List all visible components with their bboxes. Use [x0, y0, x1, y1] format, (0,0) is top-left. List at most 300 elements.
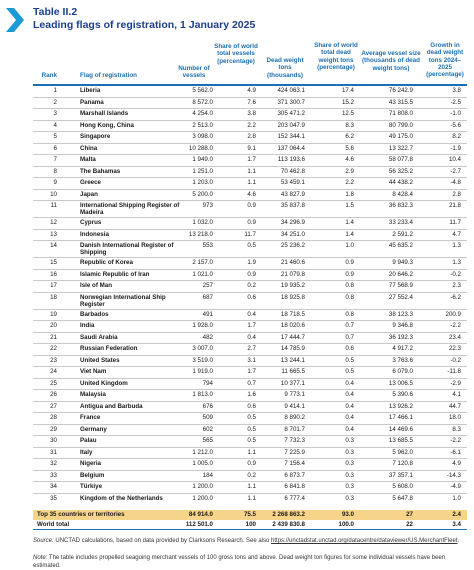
row-vessels: 794	[202, 379, 213, 387]
row-vessels: 1 005.0	[192, 460, 213, 467]
row-flag: Nigeria	[80, 460, 101, 467]
row-avg-size: 56 325.2	[388, 167, 413, 175]
note-text: The table includes propelled seagoing merchant vessels of 100 gross tons and above. Dead weight ton figures for some individual vessels have been estimated.	[33, 555, 446, 569]
row-avg-size: 27 552.4	[388, 293, 413, 301]
total-share-vessels: 75.5	[243, 511, 256, 518]
row-avg-size: 17 466.1	[388, 414, 413, 421]
row-dwt: 14 785.9	[280, 345, 305, 352]
row-share-dwt: 1.4	[345, 219, 354, 226]
row-vessels: 13 218.0	[188, 230, 213, 238]
row-flag: Danish International Register of Shipping	[80, 242, 174, 257]
table-row	[33, 332, 467, 344]
row-share-vessels: 0.5	[247, 242, 256, 250]
row-share-vessels: 11.7	[244, 230, 256, 238]
row-rank: 19	[50, 310, 57, 318]
row-dwt: 152 344.1	[277, 133, 305, 140]
row-share-vessels: 0.5	[247, 437, 256, 444]
row-vessels: 565	[202, 437, 213, 444]
row-flag: China	[80, 144, 98, 152]
row-flag: Greece	[80, 179, 101, 186]
source-label: Source:	[33, 538, 54, 544]
row-share-dwt: 0.5	[345, 356, 354, 364]
row-growth: -2.7	[450, 167, 461, 175]
row-share-vessels: 1.1	[247, 494, 256, 502]
row-dwt: 53 459.1	[280, 179, 305, 186]
row-rank: 23	[50, 356, 57, 364]
chevron-logo-icon	[6, 8, 24, 32]
row-share-vessels: 0.9	[247, 202, 256, 210]
row-share-vessels: 1.1	[247, 179, 256, 186]
table-row	[33, 493, 467, 505]
row-dwt: 8 701.7	[284, 425, 305, 433]
table-row	[33, 447, 467, 459]
table-row	[33, 177, 467, 189]
row-rank: 13	[50, 230, 57, 238]
row-avg-size: 6 079.0	[392, 368, 413, 375]
row-flag: Panama	[80, 98, 104, 106]
row-rank: 32	[50, 460, 57, 467]
row-share-dwt: 2.9	[345, 167, 354, 175]
total-avg: 22	[406, 520, 413, 528]
row-share-vessels: 1.1	[247, 483, 256, 490]
row-share-dwt: 5.6	[345, 144, 354, 152]
row-vessels: 2 157.0	[192, 259, 213, 266]
header-share-dwt: Share of world total dead weight tons (percentage)	[314, 42, 358, 71]
row-vessels: 3 098.0	[192, 133, 213, 140]
row-flag: Republic of Korea	[80, 259, 133, 266]
row-rank: 7	[53, 156, 57, 163]
note-label: Note:	[33, 555, 48, 561]
row-growth: 44.7	[448, 402, 461, 410]
row-rank: 24	[50, 368, 57, 375]
table-totals	[33, 510, 467, 530]
row-share-vessels: 9.1	[247, 144, 256, 152]
row-vessels: 1 919.0	[192, 368, 213, 375]
row-avg-size: 8 428.4	[392, 190, 413, 198]
row-flag: Isle of Man	[80, 282, 112, 289]
total-share-vessels: 100	[245, 520, 256, 528]
row-avg-size: 2 591.2	[392, 230, 413, 238]
row-vessels: 687	[202, 293, 213, 301]
row-share-dwt: 0.3	[345, 471, 354, 479]
row-dwt: 6 841.8	[284, 483, 305, 490]
row-share-dwt: 0.8	[345, 282, 354, 289]
row-share-vessels: 0.6	[247, 293, 256, 301]
row-vessels: 602	[202, 425, 213, 433]
row-growth: 22.3	[448, 345, 461, 352]
row-avg-size: 13 685.5	[388, 437, 413, 444]
table-row	[33, 435, 467, 447]
table-row	[33, 343, 467, 355]
row-growth: 4.1	[452, 391, 461, 398]
row-share-vessels: 0.7	[247, 379, 256, 387]
row-flag: France	[80, 414, 101, 421]
row-avg-size: 36 832.3	[388, 202, 413, 210]
total-dwt: 2 439 830.8	[272, 520, 305, 528]
table-row	[33, 309, 467, 321]
row-dwt: 203 047.9	[277, 121, 305, 129]
source-end: .	[457, 538, 460, 544]
row-growth: -11.8	[447, 368, 461, 375]
row-avg-size: 76 242.9	[388, 87, 413, 94]
row-flag: Liberia	[80, 87, 101, 94]
row-vessels: 3 519.0	[192, 356, 213, 364]
header-share-vessels: Share of world total vessels (percentage)	[214, 43, 258, 65]
row-share-vessels: 0.4	[247, 310, 256, 318]
row-dwt: 17 444.7	[280, 333, 305, 341]
table-note	[33, 555, 467, 570]
total-growth: 3.4	[452, 520, 461, 528]
row-avg-size: 5 608.0	[392, 483, 413, 490]
table-row	[33, 189, 467, 201]
row-rank: 5	[53, 133, 57, 140]
table-row	[33, 292, 467, 309]
row-share-vessels: 1.6	[247, 391, 256, 398]
row-avg-size: 4 917.2	[392, 345, 413, 352]
row-dwt: 43 827.9	[280, 190, 305, 198]
row-growth: -1.9	[450, 144, 461, 152]
row-growth: 3.8	[452, 87, 461, 94]
row-flag: Hong Kong, China	[80, 121, 134, 129]
row-growth: 4.7	[452, 230, 461, 238]
row-dwt: 35 837.8	[280, 202, 305, 210]
row-flag: Germany	[80, 425, 107, 433]
row-avg-size: 44 438.2	[388, 179, 413, 186]
row-vessels: 553	[202, 242, 213, 250]
total-growth: 2.4	[452, 511, 461, 518]
row-flag: The Bahamas	[80, 167, 121, 175]
row-vessels: 676	[202, 402, 213, 410]
row-dwt: 21 079.8	[280, 270, 305, 278]
row-share-vessels: 0.6	[247, 402, 256, 410]
table-row	[33, 257, 467, 269]
row-dwt: 113 193.6	[277, 156, 305, 163]
row-flag: Viet Nam	[80, 368, 107, 375]
total-share-dwt: 100.0	[338, 520, 354, 528]
row-rank: 2	[53, 98, 57, 106]
row-vessels: 1 813.0	[192, 391, 213, 398]
table-row	[33, 458, 467, 470]
total-vessels: 84 914.0	[188, 511, 213, 518]
row-avg-size: 5 962.0	[392, 448, 413, 456]
row-avg-size: 37 357.1	[388, 471, 413, 479]
row-avg-size: 58 077.8	[388, 156, 413, 163]
table-row	[33, 143, 467, 155]
row-vessels: 1 251.0	[192, 167, 213, 175]
row-share-dwt: 1.5	[345, 202, 354, 210]
row-avg-size: 77 568.9	[388, 282, 413, 289]
row-vessels: 482	[202, 333, 213, 341]
row-rank: 20	[50, 322, 57, 329]
table-row	[33, 378, 467, 390]
table-row	[33, 217, 467, 229]
row-share-vessels: 0.2	[247, 282, 256, 289]
row-avg-size: 45 635.2	[388, 242, 413, 250]
row-rank: 33	[50, 471, 57, 479]
row-dwt: 10 377.1	[280, 379, 305, 387]
row-flag: India	[80, 322, 95, 329]
row-dwt: 18 718.5	[280, 310, 305, 318]
table-row	[33, 481, 467, 493]
header-rank: Rank	[41, 72, 57, 79]
row-vessels: 1 032.0	[192, 219, 213, 226]
row-share-dwt: 0.6	[345, 345, 354, 352]
row-rank: 25	[50, 379, 57, 387]
row-share-vessels: 0.9	[247, 219, 256, 226]
row-vessels: 4 254.0	[192, 110, 213, 117]
row-share-dwt: 12.5	[341, 110, 354, 117]
row-vessels: 1 200.0	[192, 483, 213, 490]
row-growth: 2.8	[452, 190, 461, 198]
row-share-dwt: 0.9	[345, 270, 354, 278]
row-avg-size: 14 469.6	[388, 425, 413, 433]
row-vessels: 5 200.0	[192, 190, 213, 198]
table-row	[33, 200, 467, 217]
row-share-dwt: 0.4	[345, 425, 354, 433]
row-vessels: 509	[202, 414, 213, 421]
table-body	[33, 86, 467, 504]
table-row	[33, 269, 467, 281]
row-vessels: 491	[202, 310, 213, 318]
row-flag: Türkiye	[80, 483, 103, 490]
row-share-vessels: 4.9	[247, 87, 256, 94]
row-growth: -1.0	[450, 110, 461, 117]
source-link[interactable]: https://unctadstat.unctad.org/datacentre/dataviewer/US.MerchantFleet	[271, 538, 458, 544]
row-rank: 27	[50, 402, 57, 410]
row-flag: Kingdom of the Netherlands	[80, 494, 163, 502]
row-flag: Malta	[80, 156, 96, 163]
row-rank: 18	[50, 293, 57, 301]
row-avg-size: 43 315.5	[388, 98, 413, 106]
row-avg-size: 71 808.0	[388, 110, 413, 117]
row-growth: 18.0	[448, 414, 461, 421]
header-avg-size: Average vessel size (thousands of dead weight tons)	[361, 50, 421, 72]
row-rank: 22	[50, 345, 57, 352]
row-dwt: 6 777.4	[284, 494, 305, 502]
row-vessels: 1 928.0	[192, 322, 213, 329]
table-row	[33, 470, 467, 482]
row-rank: 28	[50, 414, 57, 421]
row-share-dwt: 0.5	[345, 368, 354, 375]
row-flag: Malaysia	[80, 391, 106, 398]
table-row	[33, 131, 467, 143]
row-avg-size: 9 346.8	[392, 322, 413, 329]
row-dwt: 8 890.2	[284, 414, 305, 421]
row-growth: -5.6	[450, 121, 461, 129]
table-row	[33, 424, 467, 436]
row-share-dwt: 0.4	[345, 379, 354, 387]
row-vessels: 10 288.0	[188, 144, 213, 152]
row-flag: Palau	[80, 437, 97, 444]
row-share-dwt: 0.4	[345, 414, 354, 421]
header-dwt: Dead weight tons (thousands)	[266, 57, 304, 79]
row-avg-size: 49 175.0	[388, 133, 413, 140]
table-row	[33, 97, 467, 109]
row-dwt: 18 020.6	[280, 322, 305, 329]
header-growth: Growth in dead weight tons 2024–2025 (percentage)	[426, 42, 464, 79]
row-vessels: 3 007.0	[192, 345, 213, 352]
row-growth: -6.2	[450, 293, 461, 301]
row-vessels: 5 562.0	[192, 87, 213, 94]
row-dwt: 21 460.6	[280, 259, 305, 266]
source-text: UNCTAD calculations, based on data provided by Clarksons Research. See also	[55, 538, 272, 544]
row-share-dwt: 0.9	[345, 259, 354, 266]
row-share-dwt: 15.2	[341, 98, 354, 106]
row-dwt: 371 300.7	[277, 98, 305, 106]
total-vessels: 112 501.0	[185, 520, 213, 528]
row-flag: Russian Federation	[80, 345, 138, 352]
row-share-dwt: 0.3	[345, 448, 354, 456]
row-rank: 31	[50, 448, 57, 456]
row-share-dwt: 1.0	[345, 242, 354, 250]
row-growth: 11.7	[449, 219, 461, 226]
table-row	[33, 108, 467, 120]
row-share-dwt: 0.8	[345, 310, 354, 318]
row-avg-size: 20 646.2	[388, 270, 413, 278]
row-dwt: 9 414.1	[284, 402, 305, 410]
row-share-vessels: 2.8	[247, 133, 256, 140]
row-vessels: 8 572.0	[192, 98, 213, 106]
row-vessels: 1 021.0	[192, 270, 213, 278]
table-row	[33, 166, 467, 178]
row-share-vessels: 1.1	[247, 167, 256, 175]
row-dwt: 305 471.2	[277, 110, 305, 117]
row-growth: 10.4	[448, 156, 461, 163]
row-avg-size: 9 949.3	[392, 259, 413, 266]
row-vessels: 1 949.0	[192, 156, 213, 163]
row-flag: Singapore	[80, 133, 111, 140]
row-avg-size: 36 192.3	[388, 333, 413, 341]
row-flag: United Kingdom	[80, 379, 128, 387]
row-avg-size: 5 647.8	[392, 494, 413, 502]
row-growth: 4.9	[452, 460, 461, 467]
row-share-dwt: 6.2	[345, 133, 354, 140]
row-share-dwt: 1.8	[345, 190, 354, 198]
row-rank: 9	[53, 179, 57, 186]
row-growth: 8.2	[452, 133, 461, 140]
title-block	[33, 6, 255, 32]
row-vessels: 1 200.0	[192, 494, 213, 502]
row-rank: 21	[50, 333, 57, 341]
table-row	[33, 229, 467, 241]
row-avg-size: 5 390.6	[392, 391, 413, 398]
row-rank: 1	[53, 87, 57, 94]
header-flag: Flag of registration	[80, 72, 138, 79]
row-flag: Saudi Arabia	[80, 333, 118, 341]
row-rank: 11	[50, 202, 57, 210]
row-rank: 35	[50, 494, 57, 502]
table-row	[33, 154, 467, 166]
table-row	[33, 240, 467, 257]
row-vessels: 973	[202, 202, 213, 210]
row-dwt: 18 925.8	[280, 293, 305, 301]
total-dwt: 2 268 863.2	[272, 511, 305, 518]
row-share-dwt: 0.7	[345, 333, 354, 341]
row-growth: 1.0	[452, 494, 461, 502]
row-growth: -2.9	[450, 379, 461, 387]
row-share-dwt: 8.3	[345, 121, 354, 129]
table-header	[33, 40, 467, 82]
row-rank: 29	[50, 425, 57, 433]
row-flag: Norwegian International Ship Register	[80, 293, 166, 308]
row-rank: 15	[50, 259, 57, 266]
total-avg: 27	[406, 511, 413, 518]
total-label: World total	[37, 520, 70, 528]
row-share-dwt: 0.3	[345, 483, 354, 490]
row-avg-size: 33 233.4	[388, 219, 413, 226]
row-rank: 17	[50, 282, 57, 289]
row-dwt: 6 873.7	[284, 471, 305, 479]
row-flag: Indonesia	[80, 230, 109, 238]
row-share-dwt: 0.3	[345, 437, 354, 444]
total-row-world	[33, 520, 467, 531]
table-title: Leading flags of registration, 1 January 2025	[33, 19, 256, 31]
table-row	[33, 401, 467, 413]
row-share-dwt: 0.3	[345, 460, 354, 467]
row-flag: United States	[80, 356, 120, 364]
row-avg-size: 3 763.6	[392, 356, 413, 364]
row-dwt: 137 064.4	[277, 144, 305, 152]
row-rank: 26	[50, 391, 57, 398]
row-dwt: 424 063.1	[277, 87, 305, 94]
row-share-vessels: 0.5	[247, 414, 256, 421]
row-share-vessels: 0.4	[247, 333, 256, 341]
table-row	[33, 120, 467, 132]
row-share-dwt: 1.4	[345, 230, 354, 238]
row-dwt: 34 296.9	[280, 219, 305, 226]
row-rank: 16	[50, 270, 57, 278]
row-share-vessels: 1.7	[247, 156, 256, 163]
row-share-vessels: 1.7	[247, 368, 256, 375]
row-dwt: 13 244.1	[280, 356, 305, 364]
row-vessels: 2 513.0	[192, 121, 213, 129]
row-vessels: 184	[202, 471, 213, 479]
table-row	[33, 355, 467, 367]
row-growth: 1.3	[452, 259, 461, 266]
row-growth: -4.8	[450, 179, 461, 186]
row-share-vessels: 1.7	[247, 322, 256, 329]
row-avg-size: 38 123.3	[388, 310, 413, 318]
table-row	[33, 320, 467, 332]
row-share-vessels: 0.5	[247, 425, 256, 433]
row-share-vessels: 2.7	[247, 345, 256, 352]
row-flag: Marshall Islands	[80, 110, 129, 117]
row-share-dwt: 0.4	[345, 391, 354, 398]
row-share-vessels: 2.2	[247, 121, 256, 129]
row-dwt: 7 732.3	[284, 437, 305, 444]
row-rank: 6	[53, 144, 57, 152]
row-growth: 1.3	[452, 242, 461, 250]
row-share-dwt: 0.8	[345, 293, 354, 301]
row-rank: 8	[53, 167, 57, 175]
row-vessels: 1 203.0	[192, 179, 213, 186]
row-share-vessels: 0.2	[247, 471, 256, 479]
row-rank: 14	[50, 242, 57, 250]
row-share-dwt: 0.7	[345, 322, 354, 329]
row-flag: Cyprus	[80, 219, 102, 226]
row-growth: -0.2	[450, 356, 461, 364]
row-vessels: 1 212.0	[192, 448, 213, 456]
row-dwt: 70 462.8	[280, 167, 305, 175]
row-dwt: 19 935.2	[280, 282, 305, 289]
row-share-dwt: 0.3	[345, 494, 354, 502]
row-rank: 3	[53, 110, 57, 117]
row-growth: 8.3	[452, 425, 461, 433]
total-label: Top 35 countries or territories	[37, 511, 125, 518]
row-growth: 21.8	[448, 202, 461, 210]
table-label: Table II.2	[33, 6, 78, 18]
row-share-dwt: 17.4	[341, 87, 354, 94]
